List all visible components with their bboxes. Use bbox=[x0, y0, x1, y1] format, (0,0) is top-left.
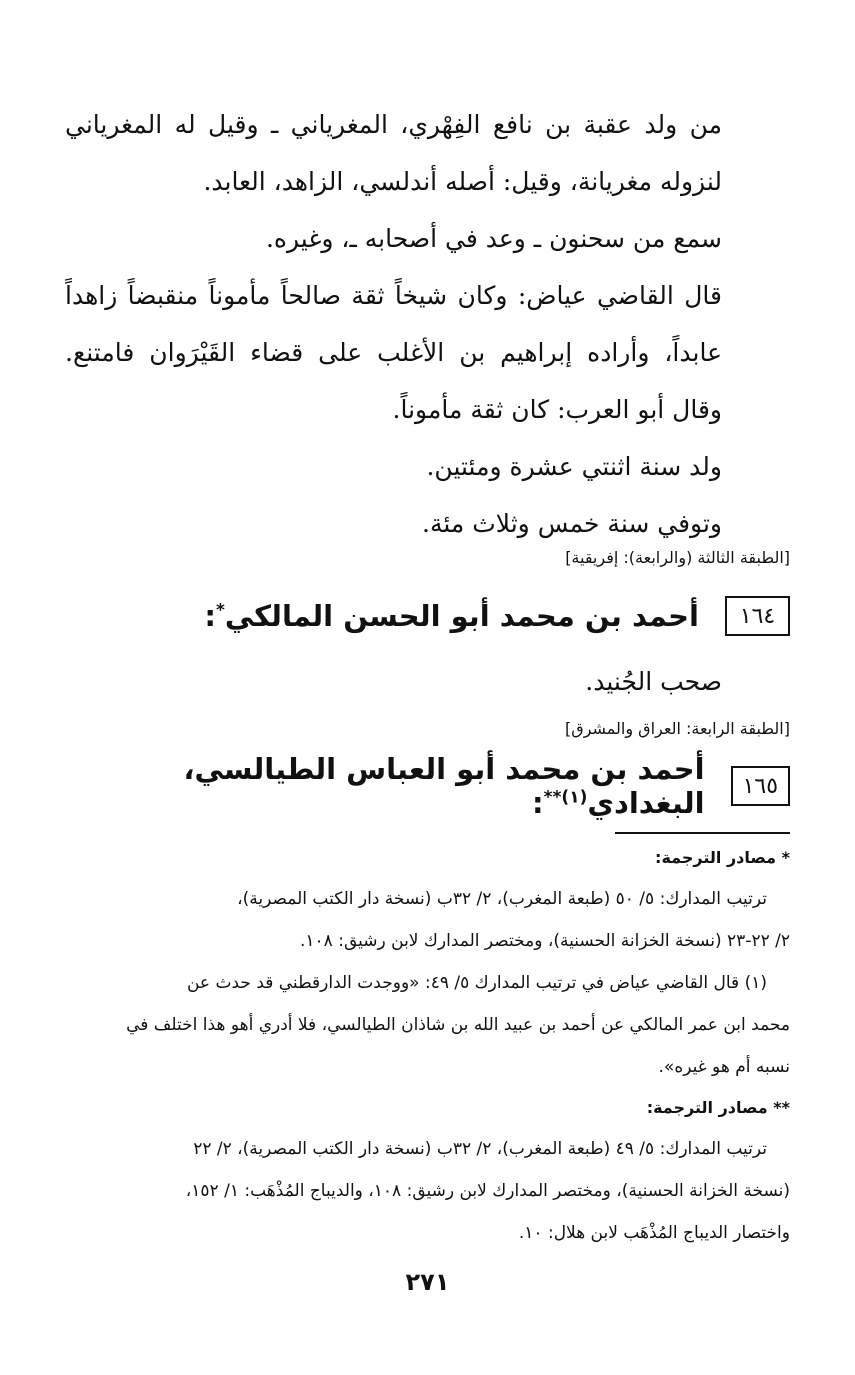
footnote-marker: (١)** bbox=[543, 787, 588, 808]
footnote-sources-heading: ** مصادر الترجمة: bbox=[646, 1098, 790, 1117]
footnote-line: (١) قال القاضي عياض في ترتيب المدارك ٥/ ٤٩: «ووجدت الدارقطني قد حدث عن bbox=[186, 973, 767, 993]
entry-name-text: أحمد بن محمد أبو الحسن المالكي bbox=[224, 599, 699, 633]
paragraph-lineage: من ولد عقبة بن نافع الفِهْري، المغرياني ـ وقيل له المغرياني لنزوله مغريانة، وقيل: أصله أندلسي، الزاهد، العابد. bbox=[65, 110, 722, 196]
footnote-line: (نسخة الخزانة الحسنية)، ومختصر المدارك لابن رشيق: ١٠٨، والديباج المُذْهَب: ١/ ١٥٢، bbox=[185, 1181, 790, 1201]
entry-165-heading bbox=[65, 752, 790, 820]
paragraph-companion: صحب الجُنيد. bbox=[585, 667, 722, 696]
entry-name-text: أحمد بن محمد أبو العباس الطيالسي، البغدادي bbox=[183, 752, 705, 820]
footnote-marker: * bbox=[215, 600, 225, 621]
entry-number-box: ١٦٥ bbox=[731, 766, 790, 806]
footnote-line: ترتيب المدارك: ٥/ ٤٩ (طبعة المغرب)، ٢/ ٣٢ب (نسخة دار الكتب المصرية)، ٢/ ٢٢ bbox=[193, 1139, 767, 1159]
paragraph-qadi-iyad-quote: قال القاضي عياض: وكان شيخاً ثقة صالحاً مأموناً منقبضاً زاهداً عابداً، وأراده إبراهيم بن الأغلب على قضاء القَيْرَوان فامتنع. وقال أبو العرب: كان ثقة مأموناً. bbox=[65, 281, 722, 424]
entry-165-name bbox=[65, 752, 705, 820]
heading-colon: : bbox=[204, 599, 216, 633]
footnote-line: محمد ابن عمر المالكي عن أحمد بن عبيد الله بن شاذان الطيالسي، فلا أدري أهو هذا اختلف في bbox=[126, 1015, 790, 1035]
page-number: ٢٧١ bbox=[405, 1268, 450, 1296]
paragraph-birth: ولد سنة اثنتي عشرة ومئتين. bbox=[426, 452, 722, 481]
footnotes bbox=[65, 838, 790, 1254]
footnote-sources-heading: * مصادر الترجمة: bbox=[655, 848, 790, 867]
footnote-divider bbox=[615, 832, 790, 834]
entry-164-text bbox=[65, 653, 790, 710]
heading-colon: : bbox=[532, 786, 544, 820]
tabaqa-tag-ifriqiya: [الطبقة الثالثة (والرابعة): إفريقية] bbox=[565, 548, 790, 567]
footnote-line: نسبه أم هو غيره». bbox=[658, 1057, 790, 1077]
footnote-line: ٢/ ٢٢-٢٣ (نسخة الخزانة الحسنية)، ومختصر المدارك لابن رشيق: ١٠٨. bbox=[300, 931, 790, 951]
tabaqa-tag-iraq: [الطبقة الرابعة: العراق والمشرق] bbox=[565, 719, 790, 738]
entry-164-heading bbox=[65, 593, 790, 639]
footnote-line: واختصار الديباج المُذْهَب لابن هلال: ١٠. bbox=[518, 1223, 790, 1243]
paragraph-teachers: سمع من سحنون ـ وعد في أصحابه ـ، وغيره. bbox=[265, 224, 722, 253]
previous-entry-text bbox=[65, 96, 790, 552]
entry-164-name bbox=[204, 599, 699, 633]
entry-number-box: ١٦٤ bbox=[725, 596, 790, 636]
paragraph-death: وتوفي سنة خمس وثلاث مئة. bbox=[422, 509, 722, 538]
footnote-line: ترتيب المدارك: ٥/ ٥٠ (طبعة المغرب)، ٢/ ٣٢ب (نسخة دار الكتب المصرية)، bbox=[237, 889, 767, 909]
